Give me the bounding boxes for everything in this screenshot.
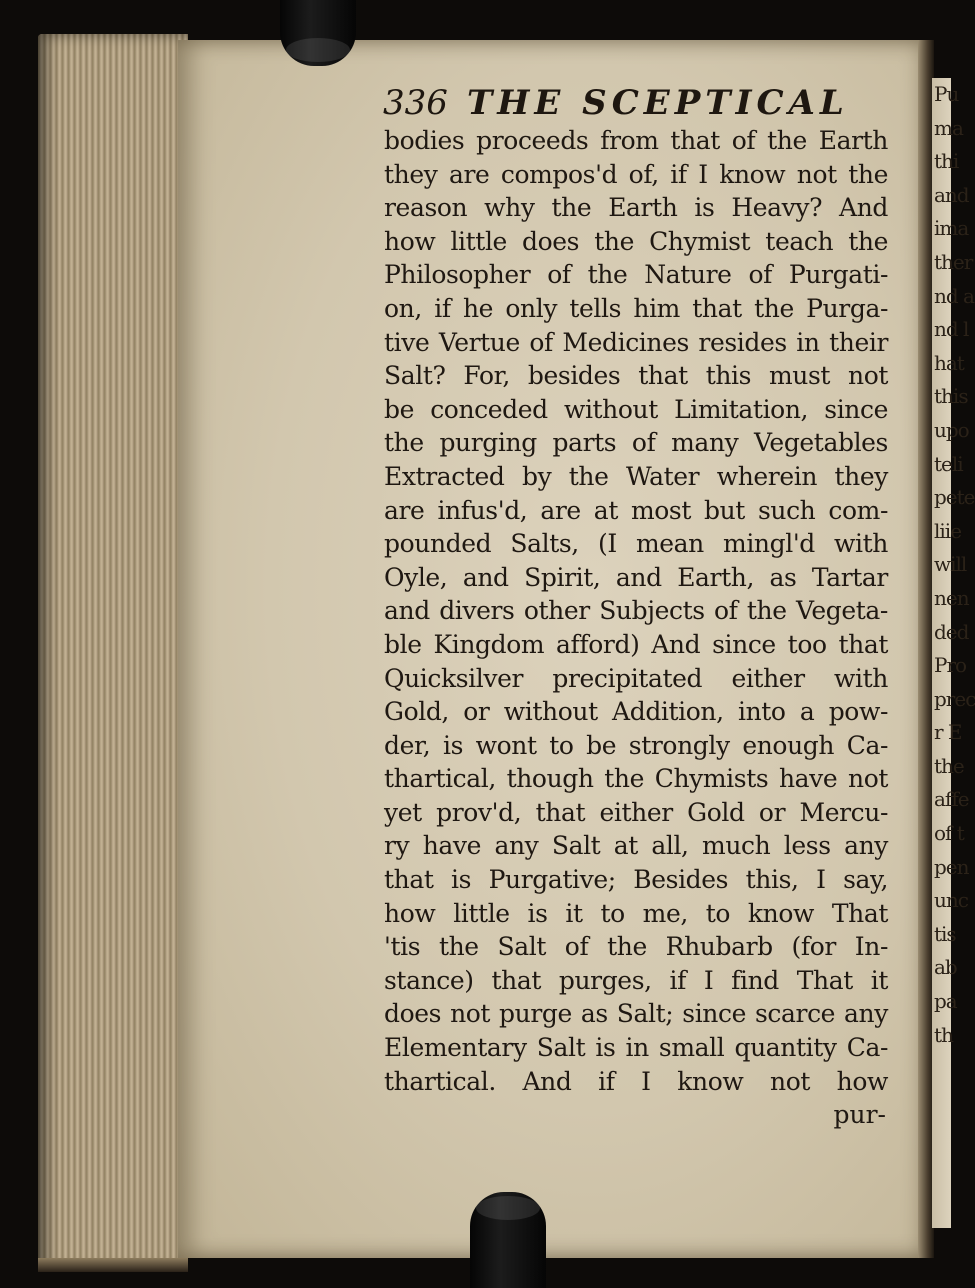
page-clip-top [280,0,356,66]
text-line: Elementary Salt is in small quantity Ca- [384,1033,888,1063]
text-line: Quicksilver precipitated either with [384,663,888,693]
show-through-text [282,455,289,488]
page-number: 336 [383,83,448,123]
facing-page-fragment: liie [934,518,962,543]
text-line: tive Vertue of Medicines resides in their [384,327,888,357]
text-line: ry have any Salt at all, much less any [384,831,888,861]
text-line: are infus'd, are at most but such com- [384,495,888,525]
page-block-edge [38,34,188,1272]
text-line: be conceded without Limitation, since [384,394,888,424]
body-text [384,124,888,1098]
text-line: the purging parts of many Vegetables [384,428,888,458]
text-line: does not purge as Salt; since scarce any [384,999,888,1029]
facing-page-fragment: ma [934,115,963,140]
text-line: Gold, or without Addition, into a pow- [384,697,888,727]
text-line: thartical, though the Chymists have not [384,764,888,794]
text-line: 'tis the Salt of the Rhubarb (for In- [384,932,888,962]
facing-page-fragment: nen [934,585,969,610]
text-line: how little does the Chymist teach the [384,226,888,256]
facing-page-fragment: pen [934,854,969,879]
facing-page-fragment: unc [934,888,968,913]
facing-page-fragment: thi [934,149,959,174]
facing-page-fragment: tis [934,921,956,946]
facing-page-fragment: pete [934,485,975,510]
facing-page-fragment: will [934,552,967,577]
text-line: on, if he only tells him that the Purga- [384,293,888,323]
running-title: THE SCEPTICAL [467,83,849,123]
text-line: reason why the Earth is Heavy? And [384,193,888,223]
facing-page-fragment: nd l [934,317,969,342]
facing-page-fragment: teli [934,451,963,476]
facing-page-fragment: nd a [934,283,974,308]
facing-page-fragment: upo [934,417,969,442]
facing-page-fragment: ima [934,216,969,241]
facing-page-fragment: r E [934,720,962,745]
facing-page-fragment: affe [934,787,969,812]
facing-page-fragment: ded [934,619,969,644]
page-clip-bottom [470,1192,546,1288]
text-line: ble Kingdom afford) And since too that [384,629,888,659]
facing-page-fragment: and [934,182,969,207]
facing-page-fragment: Pro [934,653,967,678]
text-line: that is Purgative; Besides this, I say, [384,865,888,895]
facing-page-fragment: pa [934,989,957,1014]
show-through-catch [358,1108,367,1141]
text-line: how little is it to me, to know That [384,898,888,928]
text-line: stance) that purges, if I find That it [384,965,888,995]
text-line: Salt? For, besides that this must not [384,361,888,391]
text-line: bodies proceeds from that of the Earth [384,126,888,155]
page-block-bottom [38,1258,188,1272]
facing-page-fragment: of t [934,821,964,846]
facing-page-fragment: th [934,1022,953,1047]
text-line: they are compos'd of, if I know not the [384,159,888,189]
facing-page-fragment: the [934,753,964,778]
text-line: der, is wont to be strongly enough Ca- [384,730,888,760]
text-line: Extracted by the Water wherein they [384,461,888,491]
facing-page-fragment: Pu [934,82,959,106]
text-line: Oyle, and Spirit, and Earth, as Tartar [384,562,888,592]
facing-page-edge [932,78,975,1228]
facing-page-fragment: ther [934,249,973,274]
running-head [383,82,853,124]
text-line: and divers other Subjects of the Vegeta- [384,596,888,626]
text-line: Philosopher of the Nature of Purgati- [384,260,888,290]
facing-page-fragment: prec [934,686,975,711]
text-line: pounded Salts, (I mean mingl'd with [384,529,888,559]
text-line: yet prov'd, that either Gold or Mercu- [384,797,888,827]
facing-page-fragment: hat [934,350,964,375]
facing-page-fragment: this [934,384,968,409]
text-line: thartical. And if I know not how [384,1066,888,1096]
catchword: pur- [833,1100,886,1129]
facing-page-fragment: ab [934,955,957,980]
